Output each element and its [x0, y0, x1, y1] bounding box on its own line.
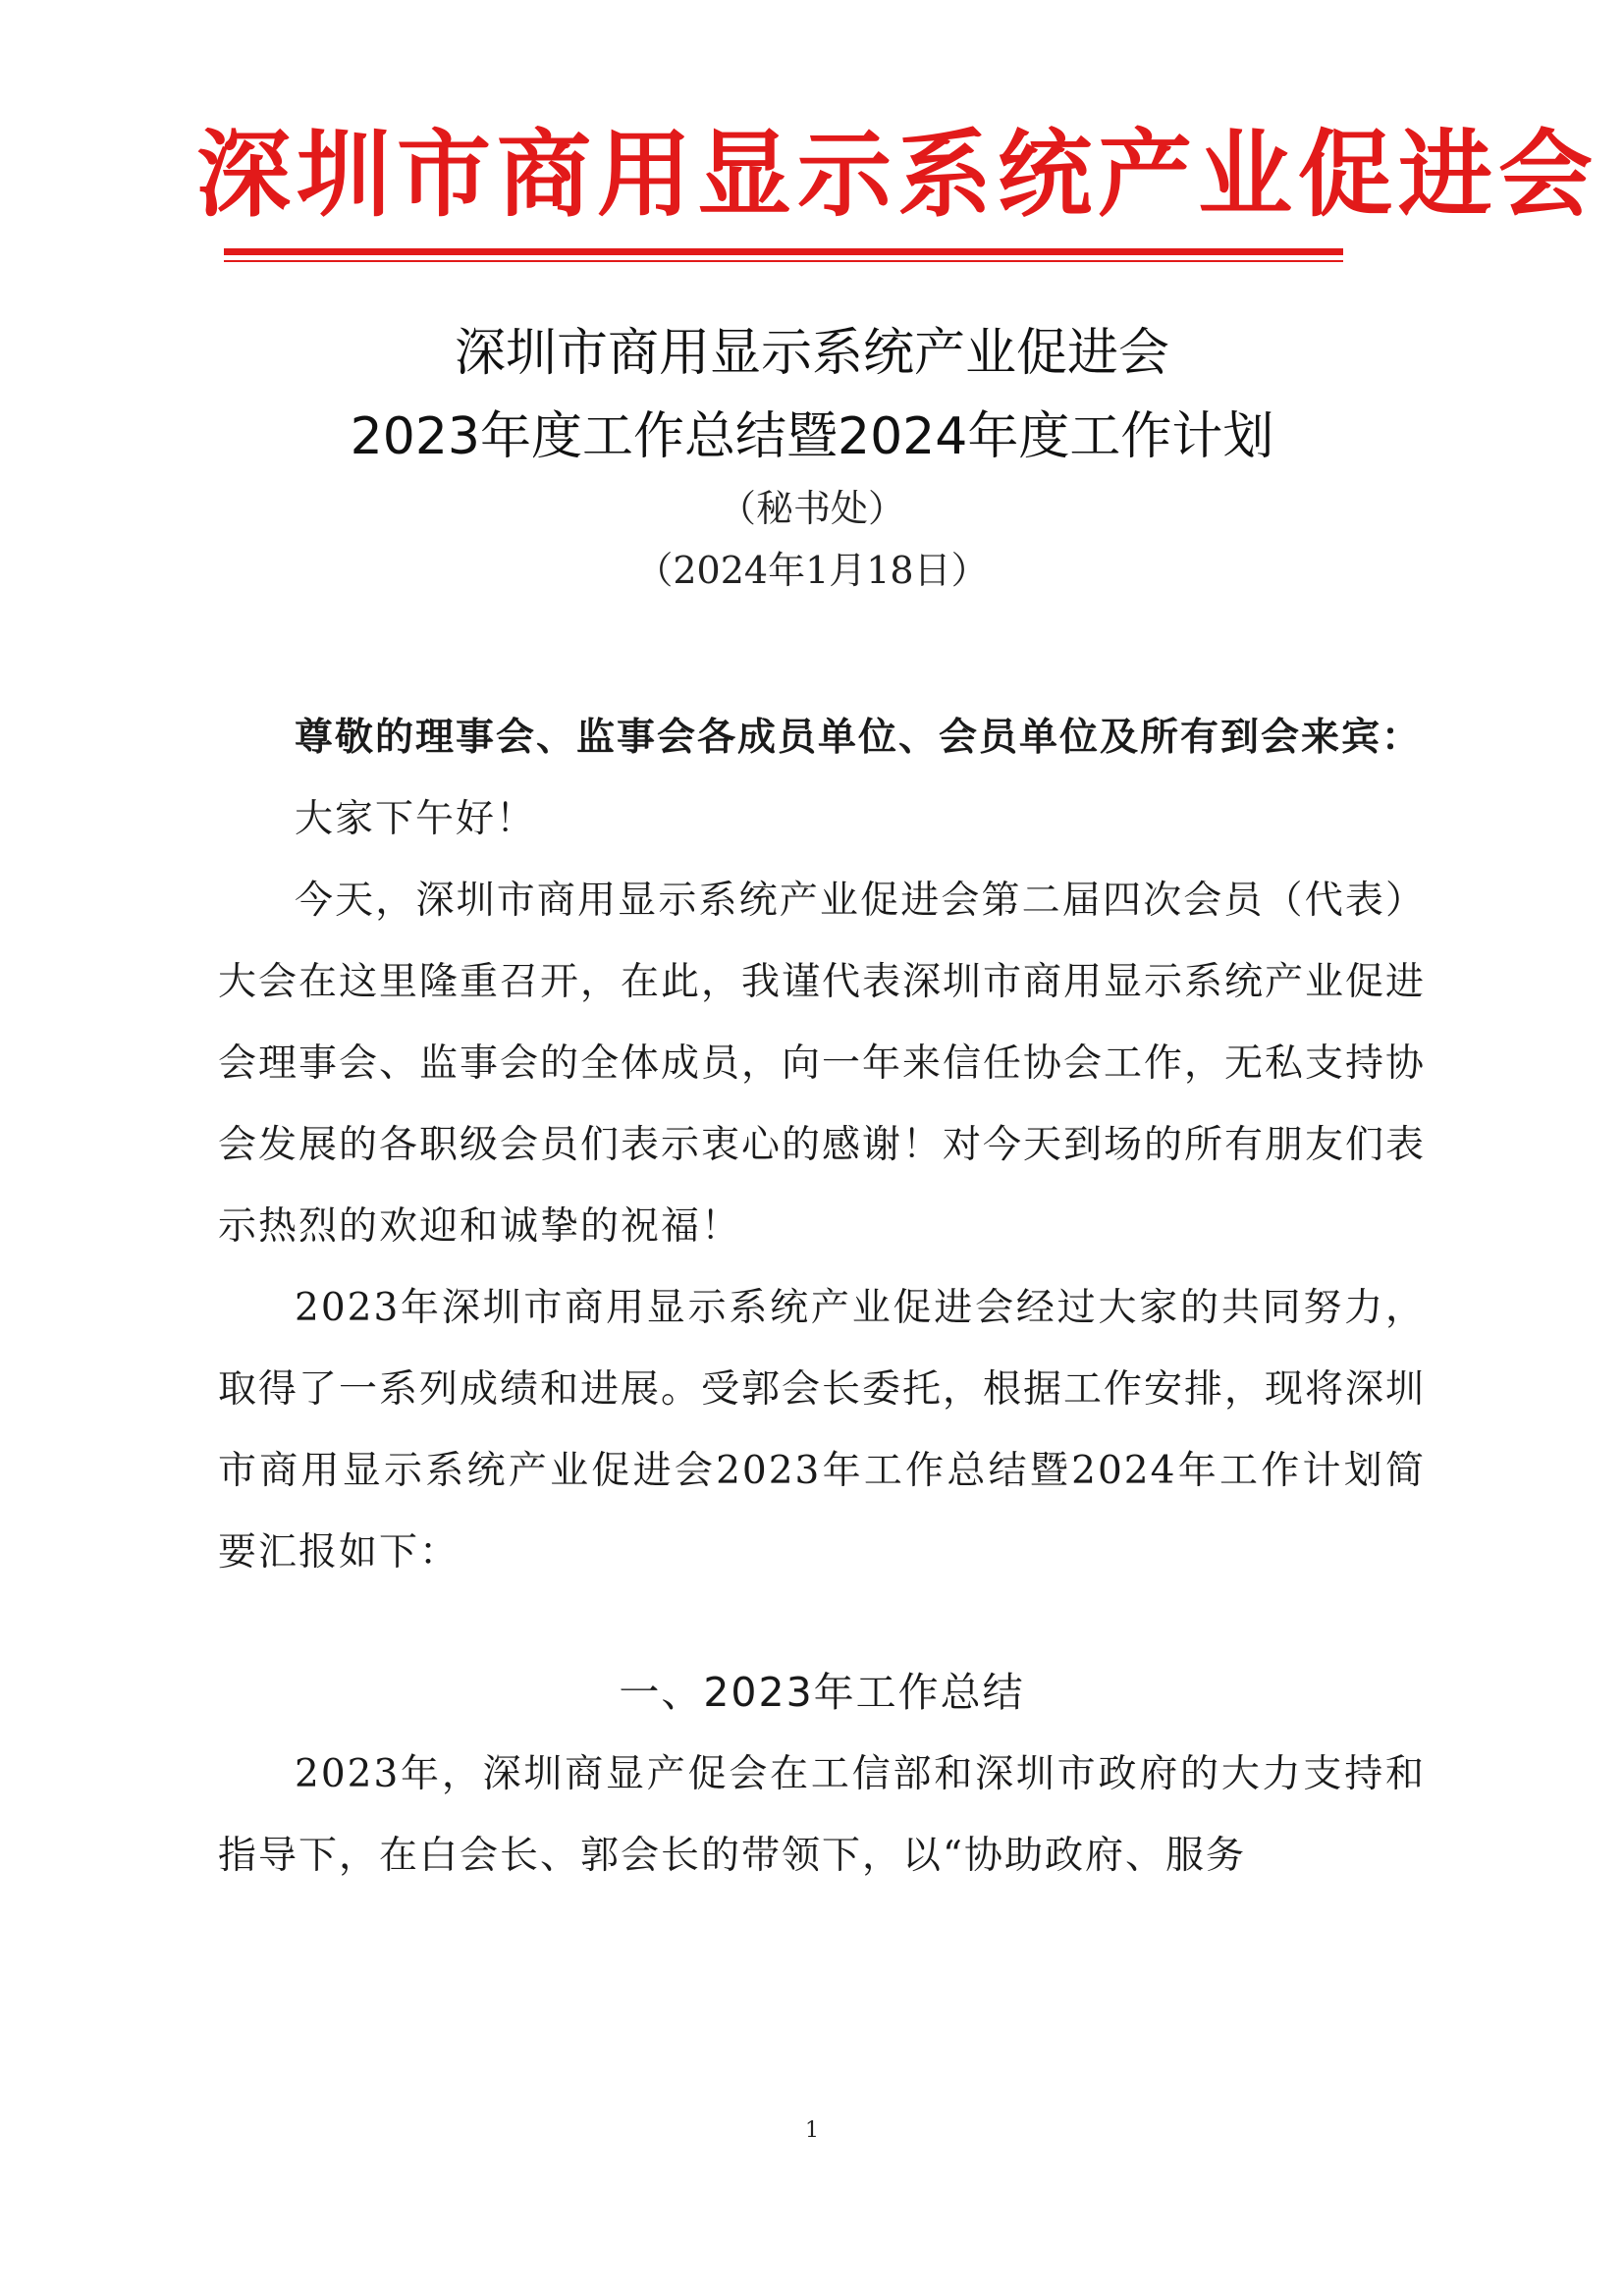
document-department: （秘书处）: [718, 487, 905, 530]
greeting: 大家下午好！: [295, 797, 537, 841]
letterhead-organization: 深圳市商用显示系统产业促进会: [196, 120, 1598, 230]
document-body: [218, 697, 1426, 1896]
letterhead-rule-thin: [224, 260, 1343, 262]
document-title-line-2: 2023年度工作总结暨2024年度工作计划: [350, 407, 1274, 466]
salutation: 尊敬的理事会、监事会各成员单位、会员单位及所有到会来宾：: [295, 716, 1423, 760]
body-paragraph: 2023年，深圳商显产促会在工信部和深圳市政府的大力支持和指导下，在白会长、郭会长的带领下，以“协助政府、服务: [218, 1752, 1426, 1878]
body-paragraph: 2023年深圳市商用显示系统产业促进会经过大家的共同努力，取得了一系列成绩和进展。受郭会长委托，根据工作安排，现将深圳市商用显示系统产业促进会2023年工作总结暨2024年工作计划简要汇报如下：: [218, 1286, 1427, 1575]
document-title-line-1: 深圳市商用显示系统产业促进会: [454, 324, 1169, 383]
document-date: （2024年1月18日）: [635, 549, 989, 592]
section-heading: 一、2023年工作总结: [619, 1669, 1025, 1716]
body-paragraph: 今天，深圳市商用显示系统产业促进会第二届四次会员（代表）大会在这里隆重召开，在此，我谨代表深圳市商用显示系统产业促进会理事会、监事会的全体成员，向一年来信任协会工作，无私支持协会发展的各职级会员们表示衷心的感谢！对今天到场的所有朋友们表示热烈的欢迎和诚挚的祝福！: [218, 879, 1427, 1249]
page-number: 1: [805, 2118, 819, 2143]
letterhead-rule-thick: [224, 248, 1343, 255]
